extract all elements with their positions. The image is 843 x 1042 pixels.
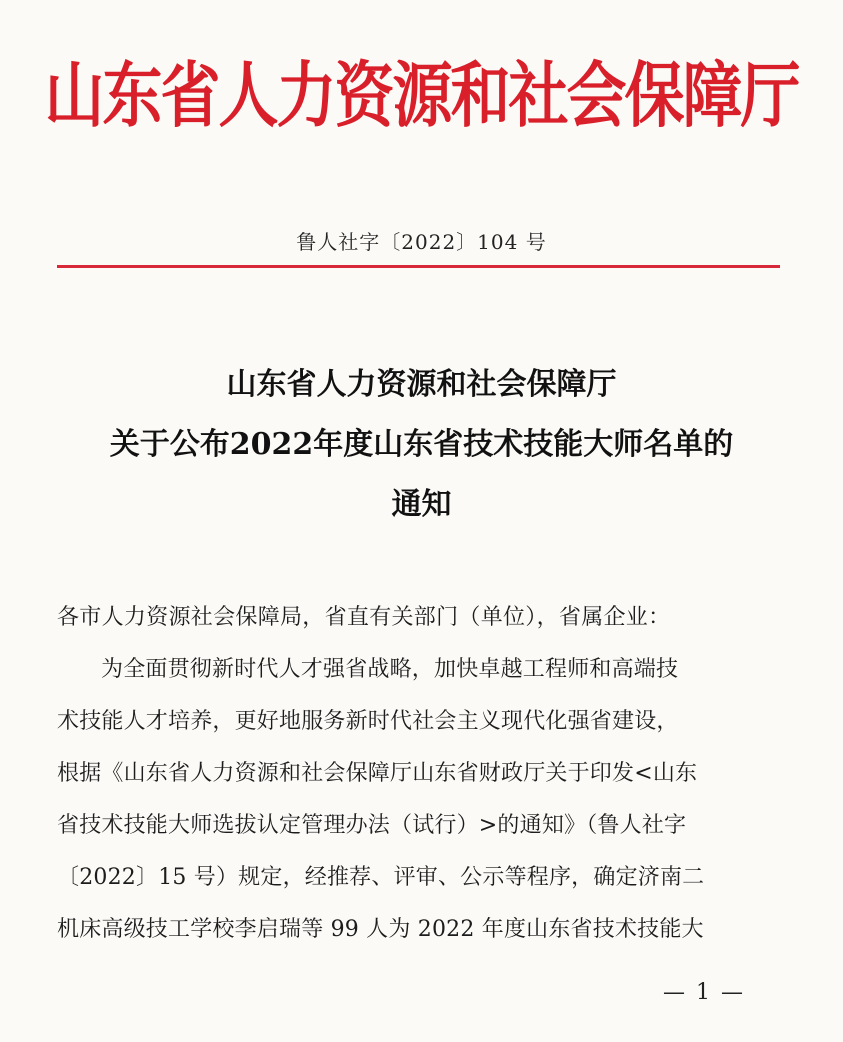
paragraph-line: 机床高级技工学校李启瑞等 99 人为 2022 年度山东省技术技能大 bbox=[57, 917, 704, 942]
agency-header-title: 山东省人力资源和社会保障厅 bbox=[44, 55, 799, 138]
document-number: 鲁人社字〔2022〕104 号 bbox=[296, 230, 547, 254]
paragraph-line: 根据《山东省人力资源和社会保障厅山东省财政厅关于印发<山东 bbox=[57, 761, 698, 786]
paragraph-line: 省技术技能大师选拔认定管理办法（试行）>的通知》（鲁人社字 bbox=[57, 813, 687, 838]
paragraph-line: 〔2022〕15 号）规定，经推荐、评审、公示等程序，确定济南二 bbox=[57, 865, 705, 890]
notice-title bbox=[0, 355, 843, 535]
addressee-line: 各市人力资源社会保障局，省直有关部门（单位），省属企业： bbox=[57, 605, 671, 630]
notice-title-line-2: 关于公布2022年度山东省技术技能大师名单的 bbox=[109, 427, 734, 462]
paragraph-line: 术技能人才培养，更好地服务新时代社会主义现代化强省建设， bbox=[57, 709, 679, 734]
notice-title-line-1: 山东省人力资源和社会保障厅 bbox=[226, 367, 617, 402]
paragraph-line: 为全面贯彻新时代人才强省战略，加快卓越工程师和高端技 bbox=[101, 657, 679, 682]
red-divider-rule bbox=[57, 265, 780, 268]
page-number: — 1 — bbox=[663, 980, 745, 1005]
notice-body bbox=[57, 592, 792, 956]
notice-title-line-3: 通知 bbox=[391, 487, 452, 522]
